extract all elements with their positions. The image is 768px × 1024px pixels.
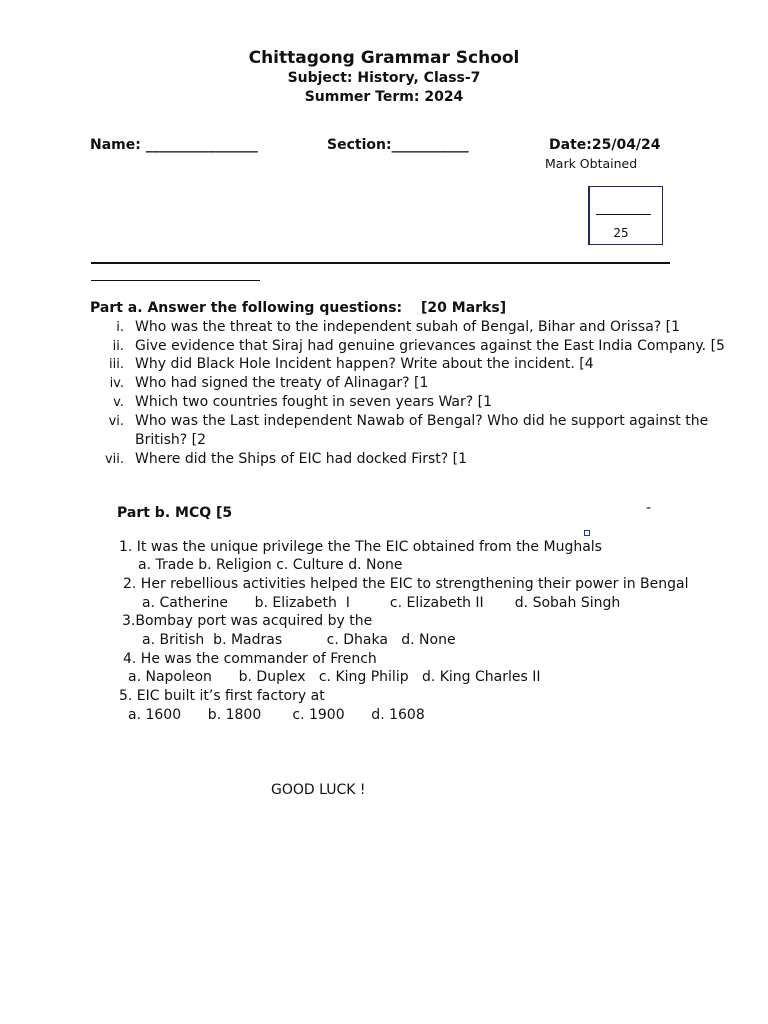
question-text: Which two countries fought in seven years War? [1: [135, 394, 492, 410]
question-text: Give evidence that Siraj had genuine grievances against the East India Company. [5: [135, 338, 725, 354]
mark-box: [588, 186, 663, 245]
section-field: [327, 137, 469, 153]
school-name: Chittagong Grammar School: [248, 48, 520, 68]
anchor-marker-icon: [584, 530, 590, 536]
question-text: Who was the threat to the independent subah of Bengal, Bihar and Orissa? [1: [135, 319, 681, 335]
name-field: [90, 137, 258, 153]
mcq-question: 4. He was the commander of French: [123, 651, 377, 667]
part-b-title: Part b. MCQ [5: [117, 505, 233, 521]
mcq-options: a. Catherine b. Elizabeth I c. Elizabeth II d. Sobah Singh: [142, 595, 621, 611]
question-number: iii.: [109, 357, 124, 372]
question-number: vi.: [108, 414, 124, 429]
question-text: Why did Black Hole Incident happen? Write about the incident. [4: [135, 356, 594, 372]
section-label: Section:: [327, 137, 392, 153]
divider-short-line: [91, 280, 260, 281]
mcq-question: 3.Bombay port was acquired by the: [122, 613, 373, 629]
part-a-title: Part a. Answer the following questions:: [90, 300, 403, 316]
mcq-question: 2. Her rebellious activities helped the EIC to strengthening their power in Bengal: [123, 576, 689, 592]
question-number: ii.: [112, 339, 124, 354]
question-number: i.: [116, 320, 124, 335]
mcq-question: 1. It was the unique privilege the The EIC obtained from the Mughals: [119, 539, 602, 555]
question-text-continued: British? [2: [135, 432, 207, 448]
mark-score-line: [596, 214, 651, 215]
mcq-options: a. Trade b. Religion c. Culture d. None: [138, 557, 403, 573]
question-number: v.: [113, 395, 124, 410]
mcq-options: a. 1600 b. 1800 c. 1900 d. 1608: [128, 707, 425, 723]
question-number: iv.: [109, 376, 124, 391]
subject-line: Subject: History, Class-7: [287, 70, 481, 86]
section-blank: ___________: [391, 137, 469, 153]
question-text: Who was the Last independent Nawab of Bengal? Who did he support against the: [135, 413, 709, 429]
part-a-heading: [90, 300, 506, 316]
question-text: Where did the Ships of EIC had docked First? [1: [135, 451, 468, 467]
mcq-question: 5. EIC built it’s first factory at: [119, 688, 325, 704]
name-label: Name:: [90, 137, 141, 153]
stray-dash: -: [646, 500, 652, 516]
term-line: Summer Term: 2024: [304, 89, 464, 105]
divider-line: [91, 262, 670, 264]
mcq-options: a. Napoleon b. Duplex c. King Philip d. King Charles II: [128, 669, 541, 685]
mark-total: 25: [613, 226, 629, 240]
part-a-marks: [20 Marks]: [421, 300, 507, 316]
mark-obtained-label: Mark Obtained: [545, 156, 638, 171]
question-number: vii.: [104, 452, 124, 467]
mcq-options: a. British b. Madras c. Dhaka d. None: [142, 632, 456, 648]
date-field: Date:25/04/24: [549, 137, 661, 153]
question-text: Who had signed the treaty of Alinagar? [1: [135, 375, 429, 391]
good-luck-text: GOOD LUCK !: [271, 782, 366, 798]
name-blank: ________________: [145, 137, 258, 153]
